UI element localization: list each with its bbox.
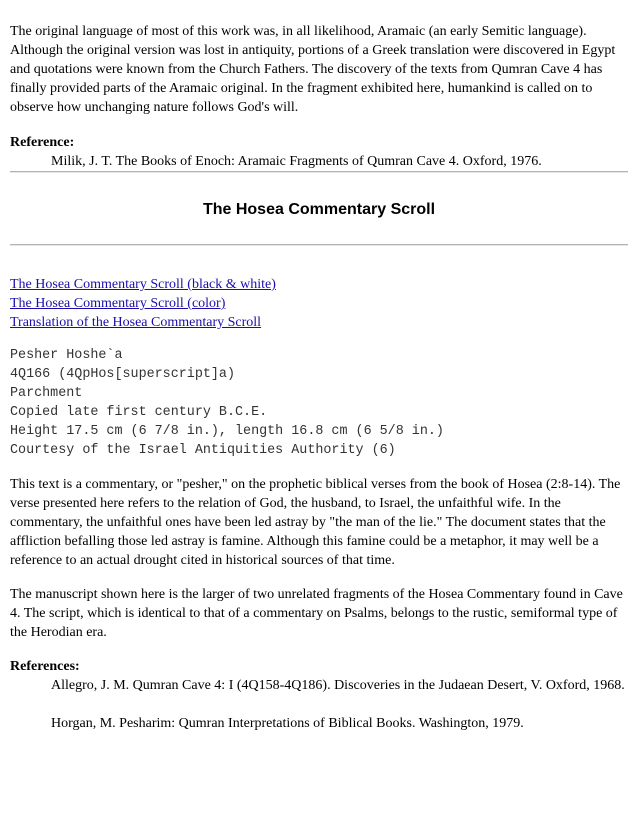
section-title: The Hosea Commentary Scroll (202, 201, 436, 218)
description-paragraph-1: This text is a commentary, or "pesher," on the prophetic biblical verses from the book of Hosea (2:8-14). The verse presented here refers to the relation of God, the husband, to Israel, the unfaithful wife. In the commentary, the unfaithful ones have been led astray by "the man of the lie." The document states that the affliction befalling those led astray is famine. Although this famine could be a metaphor, it may well be a reference to an actual drought cited in historical sources of that time. (10, 477, 621, 568)
link-color-image[interactable]: The Hosea Commentary Scroll (color) (10, 296, 226, 311)
link-translation[interactable]: Translation of the Hosea Commentary Scroll (10, 315, 262, 330)
divider-bottom (10, 244, 628, 246)
reference-heading: Reference: (10, 135, 75, 150)
detail-title: Pesher Hoshe`a (10, 348, 123, 363)
divider-top (10, 171, 628, 173)
link-bw-image[interactable]: The Hosea Commentary Scroll (black & white) (10, 277, 276, 292)
detail-material: Parchment (10, 386, 83, 401)
scroll-details (10, 346, 628, 460)
reference-allegro: Allegro, J. M. Qumran Cave 4: I (4Q158-4Q186). Discoveries in the Judaean Desert, V. Oxford, 1968. (51, 678, 625, 693)
references-heading: References: (10, 659, 80, 674)
detail-date: Copied late first century B.C.E. (10, 405, 268, 420)
reference-item: Milik, J. T. The Books of Enoch: Aramaic Fragments of Qumran Cave 4. Oxford, 1976. (51, 154, 542, 169)
detail-dimensions: Height 17.5 cm (6 7/8 in.), length 16.8 cm (6 5/8 in.) (10, 424, 444, 439)
detail-catalog: 4Q166 (4QpHos[superscript]a) (10, 367, 235, 382)
reference-block (10, 133, 628, 171)
detail-courtesy: Courtesy of the Israel Antiquities Authority (6) (10, 443, 396, 458)
intro-paragraph: The original language of most of this work was, in all likelihood, Aramaic (an early Semitic language). Although the original version was lost in antiquity, portions of a Greek translation were discovered in Egypt and quotations were known from the Church Fathers. The discovery of the texts from Qumran Cave 4 has finally provided parts of the Aramaic original. In the fragment exhibited here, humankind is called on to observe how unchanging nature follows God's will. (10, 24, 616, 115)
link-list (10, 275, 628, 332)
references-block (10, 657, 628, 733)
description-paragraph-2: The manuscript shown here is the larger of two unrelated fragments of the Hosea Commentary found in Cave 4. The script, which is identical to that of a commentary on Psalms, belongs to the rustic, semiformal type of the Herodian era. (10, 587, 623, 640)
reference-horgan: Horgan, M. Pesharim: Qumran Interpretations of Biblical Books. Washington, 1979. (51, 716, 524, 731)
